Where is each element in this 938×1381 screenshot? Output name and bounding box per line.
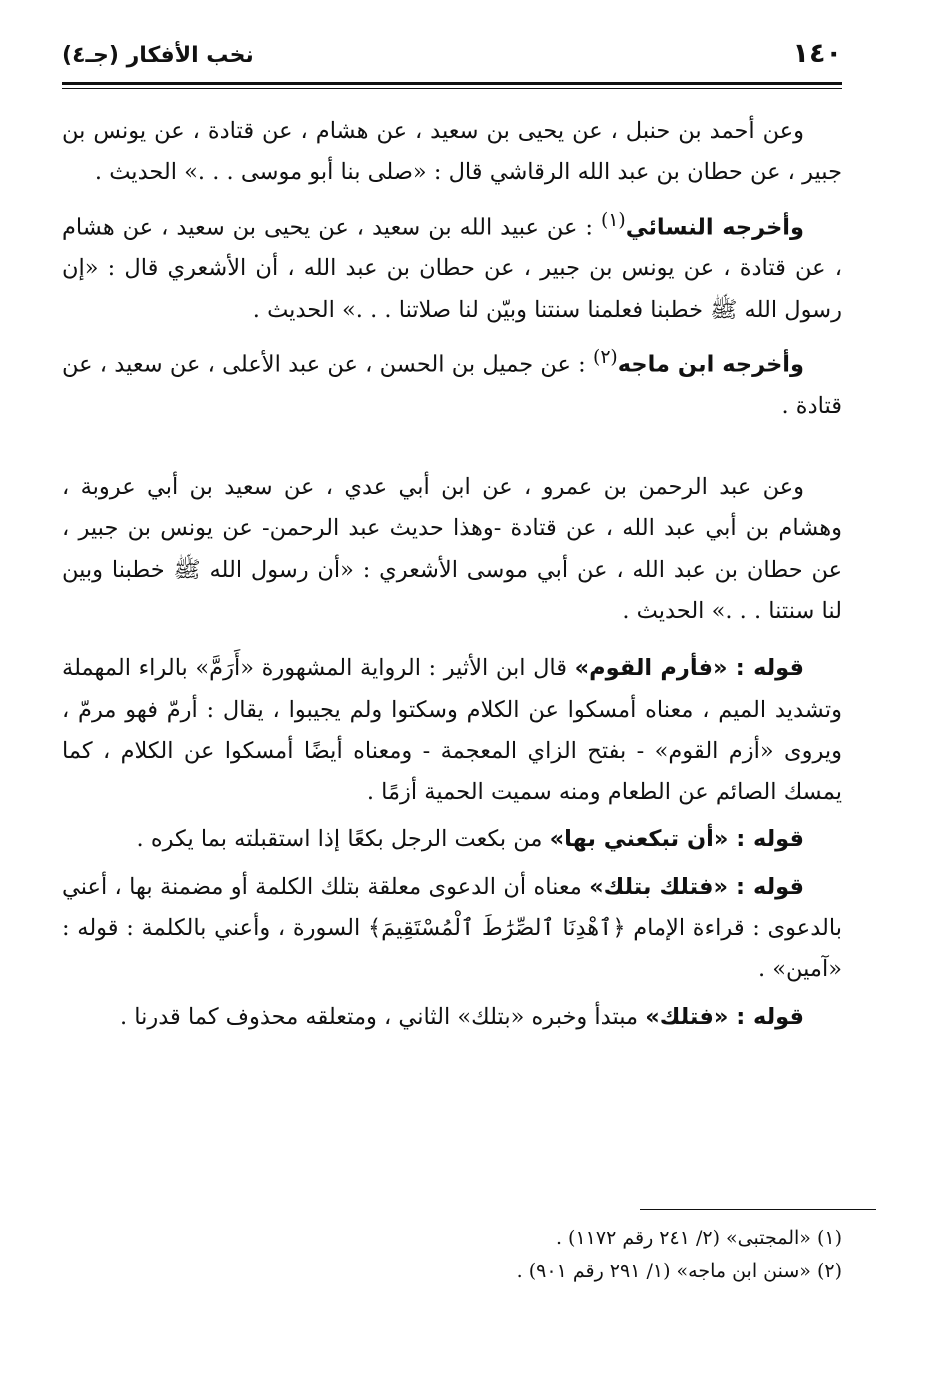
header-rule-thin [62, 88, 842, 89]
paragraph-lead: قوله : «فتلك» [645, 1003, 804, 1030]
paragraph-text: وعن أحمد بن حنبل ، عن يحيى بن سعيد ، عن هشام ، عن قتادة ، عن يونس بن جبير ، عن حطان بن عبد الله الرقاشي قال : «صلى بنا أبو موسى . . .» الحديث . [62, 118, 842, 186]
page [62, 38, 842, 1054]
paragraph-text: : عن جميل بن الحسن ، عن عبد الأعلى ، عن سعيد ، عن قتادة . [62, 351, 842, 419]
paragraph-lead: قوله : «فتلك بتلك» [589, 873, 804, 900]
paragraph-text: قال ابن الأثير : الرواية المشهورة «أَرَمَّ» بالراء المهملة وتشديد الميم ، معناه أمسكوا عن الكلام وسكتوا ولم يجيبوا ، يقال : أرمّ فهو مرمّ ، ويروى «أزم القوم» - بفتح الزاي المعجمة - ومعناه أيضًا أمسكوا عن الكلام ، كما يمسك الصائم عن الطعام ومنه سميت الحمية أزمًا . [62, 655, 842, 806]
paragraph-lead: قوله : «فأرم القوم» [574, 655, 805, 682]
paragraph-text: معناه أن الدعوى معلقة بتلك الكلمة أو مضمنة بها ، أعني بالدعوى : قراءة الإمام ﴿ٱهْدِنَا ٱلصِّرَٰطَ ٱلْمُسْتَقِيمَ﴾ السورة ، وأعني بالكلمة : قوله : «آمين» . [62, 873, 842, 983]
page-header [62, 38, 842, 80]
footnote: (٢) «سنن ابن ماجه» (١/ ٢٩١ رقم ٩٠١) . [516, 1260, 842, 1282]
paragraph-lead: قوله : «أن تبكعني بها» [549, 826, 804, 853]
paragraph [62, 467, 842, 632]
running-title: نخب الأفكار (جـ٤) [62, 43, 254, 68]
page-number: ١٤٠ [792, 38, 842, 69]
paragraph-text: وعن عبد الرحمن بن عمرو ، عن ابن أبي عدي ، عن سعيد بن أبي عروبة ، وهشام بن أبي عبد الله ، عن قتادة -وهذا حديث عبد الرحمن- عن يونس بن جبير ، عن حطان بن عبد الله ، عن أبي موسى الأشعري : «أن رسول الله ﷺ خطبنا وبين لنا سنتنا . . .» الحديث . [62, 474, 842, 624]
paragraph [62, 337, 842, 427]
footnote: (١) «المجتبى» (٢/ ٢٤١ رقم ١١٧٢) . [555, 1227, 842, 1249]
paragraph [62, 648, 842, 813]
footnote-ref: (٢) [593, 346, 618, 368]
footnote-ref: (١) [600, 209, 626, 231]
main-text [62, 111, 842, 1038]
footnotes [62, 1222, 842, 1288]
paragraph-text: مبتدأ وخبره «بتلك» الثاني ، ومتعلقه محذوف كما قدرنا . [119, 1003, 646, 1030]
paragraph-text: : عن عبيد الله بن سعيد ، عن يحيى بن سعيد ، عن هشام ، عن قتادة ، عن يونس بن جبير ، عن حطان بن عبد الله ، أن الأشعري قال : «إن رسول الله ﷺ خطبنا فعلمنا سنتنا وبيّن لنا صلاتنا . . .» الحديث . [62, 214, 842, 323]
paragraph-text: من بكعت الرجل بكعًا إذا استقبلته بما يكره . [136, 826, 550, 853]
paragraph-lead: وأخرجه ابن ماجه [617, 351, 805, 378]
paragraph-lead: وأخرجه النسائي [625, 214, 804, 241]
paragraph [62, 997, 842, 1038]
paragraph [62, 200, 842, 331]
footnote-separator [640, 1209, 876, 1210]
paragraph [62, 819, 842, 860]
header-rule-thick [62, 82, 842, 85]
paragraph [62, 867, 842, 991]
paragraph [62, 111, 842, 194]
